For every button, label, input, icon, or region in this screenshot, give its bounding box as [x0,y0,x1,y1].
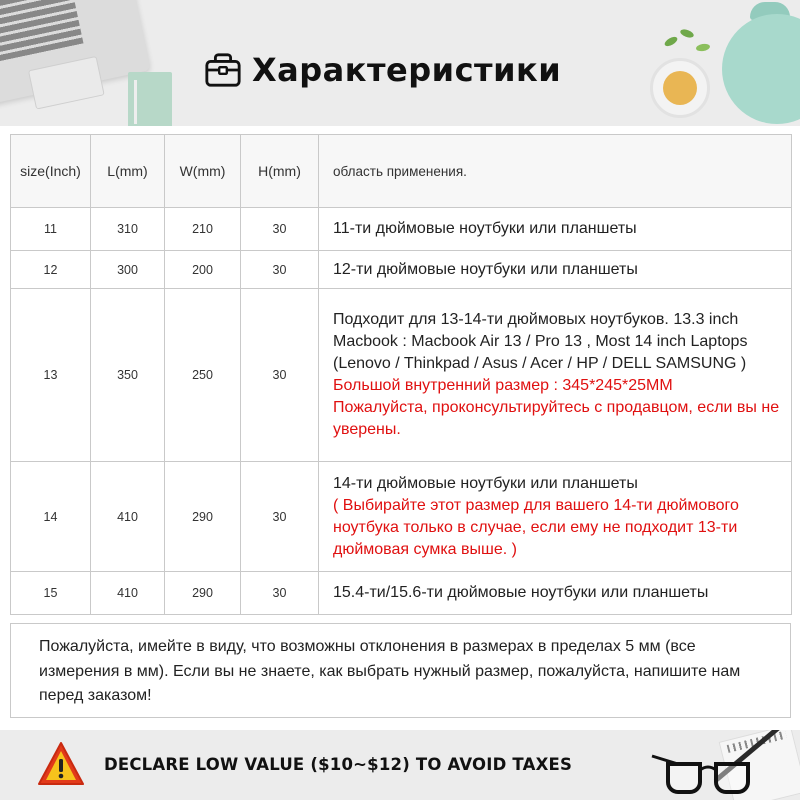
cell-size: 12 [11,251,91,289]
cell-length: 410 [91,462,165,572]
leaf-decoration [679,28,695,39]
warning-icon [36,740,86,788]
table-row [11,289,792,462]
cell-length: 350 [91,289,165,462]
column-header-height: H(mm) [241,135,319,208]
cell-width: 290 [165,462,241,572]
cell-application [319,208,792,251]
cell-application [319,572,792,615]
cell-size: 15 [11,572,91,615]
cell-application [319,462,792,572]
cell-size: 14 [11,462,91,572]
application-text: 14-ти дюймовые ноутбуки или планшеты [333,474,638,492]
consult-note: Пожалуйста, проконсультируйтесь с продавцом, если вы не уверены. [333,399,780,438]
column-header-width: W(mm) [165,135,241,208]
cell-height: 30 [241,208,319,251]
cell-size: 13 [11,289,91,462]
cell-length: 310 [91,208,165,251]
table-row [11,208,792,251]
tea-cup-decoration [650,58,710,118]
application-text: 12-ти дюймовые ноутбуки или планшеты [333,260,638,278]
cell-width: 250 [165,289,241,462]
teapot-decoration [722,14,800,124]
cell-length: 300 [91,251,165,289]
bag-icon [204,51,242,89]
cell-height: 30 [241,462,319,572]
size-advice-note: ( Выбирайте этот размер для вашего 14-ти дюймового ноутбука только в случае, если ему не подходит 13-ти дюймовая сумка выше. ) [333,496,739,558]
measurement-note-text: Пожалуйста, имейте в виду, что возможны отклонения в размерах в пределах 5 мм (все измерения в мм). Если вы не знаете, как выбрать нужный размер, пожалуйста, напишите нам перед заказом! [39,638,741,704]
column-header-size: size(Inch) [11,135,91,208]
cell-width: 200 [165,251,241,289]
table-header-row [11,135,792,208]
cell-size: 11 [11,208,91,251]
cell-width: 210 [165,208,241,251]
leaf-decoration [695,43,710,52]
cell-application [319,251,792,289]
column-header-length: L(mm) [91,135,165,208]
leaf-decoration [663,35,679,48]
application-text: 15.4-ти/15.6-ти дюймовые ноутбуки или планшеты [333,584,709,601]
title-group [204,42,561,98]
table-row [11,251,792,289]
cell-height: 30 [241,572,319,615]
cell-height: 30 [241,289,319,462]
declare-value-banner-text: DECLARE LOW VALUE ($10~$12) TO AVOID TAXES [104,755,573,774]
cell-length: 410 [91,572,165,615]
application-text: Подходит для 13-14-ти дюймовых ноутбуков. 13.3 inch Macbook : Macbook Air 13 / Pro 13 , Most 14 inch Laptops (Lenovo / Thinkpad / Asus / Acer / HP / DELL SAMSUNG ) [333,311,748,372]
cell-width: 290 [165,572,241,615]
application-text: 11-ти дюймовые ноутбуки или планшеты [333,220,637,237]
table-row [11,572,792,615]
header-banner [0,0,800,126]
glasses-icon [648,750,764,798]
inner-size-note: Большой внутренний размер : 345*245*25MM [333,377,673,394]
footer-banner [0,730,800,800]
page-title: Характеристики [252,51,562,89]
measurement-note [10,623,791,718]
cell-height: 30 [241,251,319,289]
size-spec-table [10,134,792,615]
table-row [11,462,792,572]
cell-application [319,289,792,462]
column-header-application: область применения. [319,135,792,208]
notebook-decoration [128,72,172,126]
